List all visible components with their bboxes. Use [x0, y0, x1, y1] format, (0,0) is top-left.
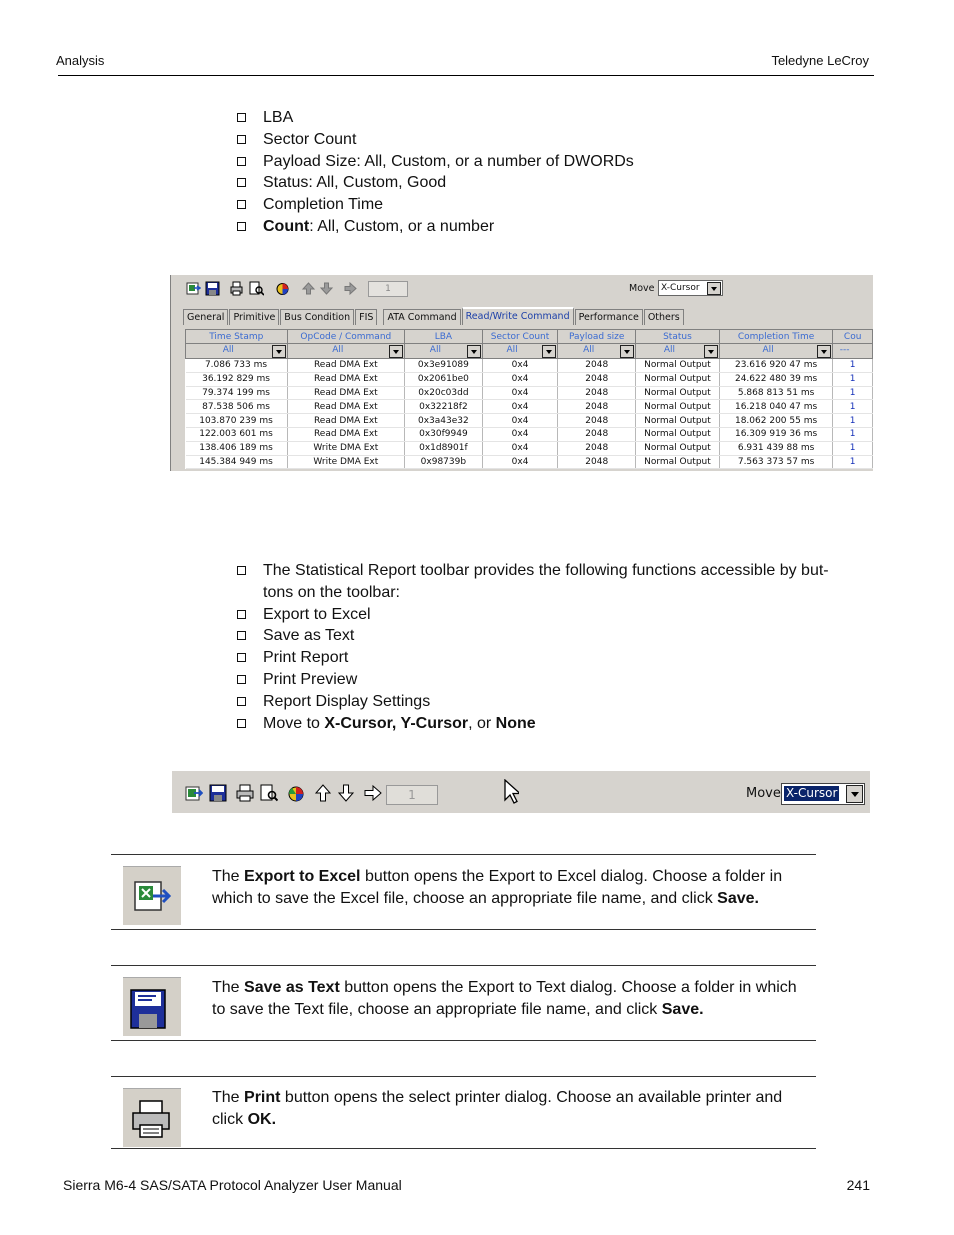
table-cell: 0x3a43e32	[405, 414, 483, 428]
table-cell: 2048	[558, 441, 636, 455]
page-number: 241	[846, 1177, 870, 1193]
toolbar-functions-list	[237, 560, 877, 734]
page-field[interactable]: 1	[368, 281, 408, 297]
table-cell: 2048	[558, 359, 636, 373]
table-cell: 2048	[558, 427, 636, 441]
grid-filter-row	[186, 344, 873, 359]
list-item: Print Report	[237, 647, 877, 669]
list-item: Export to Excel	[237, 604, 877, 626]
filter-value: All	[332, 345, 344, 355]
chevron-down-icon[interactable]	[272, 345, 286, 358]
table-row[interactable]	[186, 372, 873, 386]
table-cell: 0x1d8901f	[405, 441, 483, 455]
table-cell: Read DMA Ext	[287, 427, 405, 441]
table-cell: 2048	[558, 372, 636, 386]
table-row[interactable]	[186, 414, 873, 428]
table-cell: 0x4	[482, 427, 558, 441]
list-item: Payload Size: All, Custom, or a number of DWORDs	[237, 151, 634, 173]
filter-value: All	[663, 345, 676, 355]
table-cell: Normal Output	[636, 441, 720, 455]
table-cell: 0x4	[482, 414, 558, 428]
table-cell: 1	[833, 441, 873, 455]
list-item: Completion Time	[237, 194, 634, 216]
bullet-box-icon	[237, 566, 246, 575]
filter-value: All	[429, 345, 441, 355]
bullet-box-icon	[237, 113, 246, 122]
filter-options-list	[237, 107, 634, 238]
column-header[interactable]: Cou	[833, 330, 873, 344]
tab-others[interactable]: Others	[644, 309, 684, 325]
table-cell: 2048	[558, 386, 636, 400]
table-cell: Normal Output	[636, 455, 720, 469]
print-button-image	[123, 1088, 181, 1147]
table-cell: Normal Output	[636, 400, 720, 414]
mouse-cursor-icon	[503, 779, 519, 805]
column-header[interactable]: Time Stamp	[186, 330, 288, 344]
list-item: Sector Count	[237, 129, 634, 151]
arrow-up-icon[interactable]	[314, 784, 332, 802]
print-icon[interactable]	[229, 281, 244, 296]
table-row[interactable]	[186, 400, 873, 414]
table-cell: 16.218 040 47 ms	[719, 400, 832, 414]
table-cell: 1	[833, 372, 873, 386]
table-cell: Read DMA Ext	[287, 372, 405, 386]
table-cell: 6.931 439 88 ms	[719, 441, 832, 455]
table-cell: 36.192 829 ms	[186, 372, 288, 386]
table-cell: 0x30f9949	[405, 427, 483, 441]
chevron-down-icon[interactable]	[542, 345, 556, 358]
table-cell: Read DMA Ext	[287, 400, 405, 414]
table-cell: 0x4	[482, 441, 558, 455]
tab-bus-condition[interactable]: Bus Condition	[280, 309, 354, 325]
report-grid	[185, 329, 873, 469]
table-row[interactable]	[186, 386, 873, 400]
export-excel-icon	[131, 876, 173, 916]
table-cell: 103.870 239 ms	[186, 414, 288, 428]
column-filter[interactable]	[719, 344, 832, 359]
filter-value: All	[762, 345, 774, 355]
column-header[interactable]: Payload size	[558, 330, 636, 344]
tab-fis[interactable]: FIS	[355, 309, 377, 325]
table-cell: Normal Output	[636, 414, 720, 428]
table-cell: 79.374 199 ms	[186, 386, 288, 400]
table-cell: 7.563 373 57 ms	[719, 455, 832, 469]
chevron-down-icon[interactable]	[389, 345, 403, 358]
filter-value: ---	[839, 345, 850, 355]
table-cell: 1	[833, 455, 873, 469]
statistical-report-screenshot	[170, 275, 873, 471]
column-filter[interactable]	[186, 344, 288, 359]
table-cell: 0x4	[482, 455, 558, 469]
list-item: Print Preview	[237, 669, 877, 691]
column-header[interactable]: Sector Count	[482, 330, 558, 344]
table-cell: 0x98739b	[405, 455, 483, 469]
tab-primitive[interactable]: Primitive	[229, 309, 279, 325]
table-cell: Write DMA Ext	[287, 455, 405, 469]
table-cell: Normal Output	[636, 427, 720, 441]
bullet-box-icon	[237, 653, 246, 662]
table-cell: 5.868 813 51 ms	[719, 386, 832, 400]
table-row[interactable]	[186, 359, 873, 373]
save-text-icon[interactable]	[209, 784, 227, 802]
table-cell: 87.538 506 ms	[186, 400, 288, 414]
chevron-down-icon	[846, 785, 863, 803]
column-filter[interactable]	[405, 344, 483, 359]
table-cell: 1	[833, 359, 873, 373]
bullet-box-icon	[237, 135, 246, 144]
display-settings-icon[interactable]	[287, 784, 305, 802]
bullet-box-icon	[237, 610, 246, 619]
export-excel-icon[interactable]	[186, 281, 201, 296]
tab-performance[interactable]: Performance	[575, 309, 643, 325]
print-description: The Print button opens the select printer dialog. Choose an available printer and click OK.	[212, 1089, 783, 1128]
display-settings-icon[interactable]	[275, 281, 290, 296]
export-excel-description: The Export to Excel button opens the Export to Excel dialog. Choose a folder in which to save the Excel file, choose an appropriate file name, and click Save.	[212, 868, 783, 907]
table-cell: 2048	[558, 455, 636, 469]
table-row[interactable]	[186, 441, 873, 455]
list-item: The Statistical Report toolbar provides the following functions accessible by but- tons on the toolbar:	[237, 560, 877, 604]
header-rule	[58, 75, 874, 76]
arrow-up-icon[interactable]	[301, 281, 316, 296]
move-label: Move	[746, 786, 781, 801]
tab-general[interactable]: General	[183, 309, 228, 325]
list-item: LBA	[237, 107, 634, 129]
chevron-down-icon[interactable]	[817, 345, 831, 358]
arrow-down-icon[interactable]	[319, 281, 334, 296]
filter-value: All	[222, 345, 234, 355]
table-cell: 16.309 919 36 ms	[719, 427, 832, 441]
table-cell: Write DMA Ext	[287, 441, 405, 455]
table-cell: 18.062 200 55 ms	[719, 414, 832, 428]
column-filter[interactable]	[833, 344, 873, 359]
filter-value: All	[583, 345, 595, 355]
arrow-right-icon[interactable]	[343, 281, 358, 296]
grid-header-row	[186, 330, 873, 344]
export-excel-icon[interactable]	[185, 784, 203, 802]
table-row[interactable]	[186, 455, 873, 469]
table-cell: 145.384 949 ms	[186, 455, 288, 469]
table-cell: Read DMA Ext	[287, 359, 405, 373]
bullet-box-icon	[237, 200, 246, 209]
tab-ata-command[interactable]: ATA Command	[383, 309, 460, 325]
table-cell: Normal Output	[636, 372, 720, 386]
move-select[interactable]: X-Cursor	[658, 280, 723, 296]
table-cell: 2048	[558, 400, 636, 414]
table-cell: Read DMA Ext	[287, 414, 405, 428]
bullet-box-icon	[237, 157, 246, 166]
print-preview-icon[interactable]	[260, 784, 278, 802]
save-text-icon[interactable]	[205, 281, 220, 296]
list-item: Count: All, Custom, or a number	[237, 216, 634, 238]
column-filter[interactable]	[287, 344, 405, 359]
chevron-down-icon[interactable]	[704, 345, 718, 358]
table-cell: 122.003 601 ms	[186, 427, 288, 441]
column-header[interactable]: Completion Time	[719, 330, 832, 344]
bullet-box-icon	[237, 675, 246, 684]
export-excel-button-image	[123, 866, 181, 925]
table-rule	[111, 1076, 816, 1077]
header-right: Teledyne LeCroy	[771, 53, 869, 68]
table-cell: 23.616 920 47 ms	[719, 359, 832, 373]
list-item: Save as Text	[237, 625, 877, 647]
bullet-box-icon	[237, 631, 246, 640]
chevron-down-icon[interactable]	[467, 345, 481, 358]
save-text-description: The Save as Text button opens the Export to Text dialog. Choose a folder in which to save the Text file, choose an appropriate file name, and click Save.	[212, 979, 797, 1018]
header-left: Analysis	[56, 53, 105, 68]
column-filter[interactable]	[558, 344, 636, 359]
table-cell: 7.086 733 ms	[186, 359, 288, 373]
table-cell: 1	[833, 400, 873, 414]
table-cell: 138.406 189 ms	[186, 441, 288, 455]
column-header[interactable]: LBA	[405, 330, 483, 344]
table-cell: 0x20c03dd	[405, 386, 483, 400]
table-cell: 1	[833, 427, 873, 441]
bullet-box-icon	[237, 222, 246, 231]
table-cell: 0x32218f2	[405, 400, 483, 414]
column-filter[interactable]	[636, 344, 720, 359]
footer-title: Sierra M6-4 SAS/SATA Protocol Analyzer User Manual	[63, 1177, 402, 1193]
column-filter[interactable]	[482, 344, 558, 359]
table-cell: 1	[833, 386, 873, 400]
column-header[interactable]: OpCode / Command	[287, 330, 405, 344]
table-cell: 0x4	[482, 372, 558, 386]
table-cell: 0x4	[482, 386, 558, 400]
list-item: Status: All, Custom, Good	[237, 172, 634, 194]
table-rule	[111, 854, 816, 855]
page-field[interactable]: 1	[386, 785, 438, 805]
table-cell: Read DMA Ext	[287, 386, 405, 400]
table-rule	[111, 1040, 816, 1041]
table-row[interactable]	[186, 427, 873, 441]
table-cell: Normal Output	[636, 386, 720, 400]
table-cell: 24.622 480 39 ms	[719, 372, 832, 386]
save-text-icon	[129, 988, 169, 1030]
print-icon[interactable]	[236, 784, 254, 802]
report-tabs	[183, 309, 685, 325]
tab-read-write-command[interactable]: Read/Write Command	[462, 307, 574, 325]
table-rule	[111, 929, 816, 930]
arrow-down-icon[interactable]	[337, 784, 355, 802]
table-cell: 0x3e91089	[405, 359, 483, 373]
arrow-right-icon[interactable]	[364, 784, 382, 802]
list-item: Move to X-Cursor, Y-Cursor, or None	[237, 713, 877, 735]
toolbar-screenshot	[172, 771, 870, 813]
chevron-down-icon	[707, 282, 721, 295]
bullet-box-icon	[237, 719, 246, 728]
column-header[interactable]: Status	[636, 330, 720, 344]
table-cell: 0x4	[482, 400, 558, 414]
bullet-box-icon	[237, 178, 246, 187]
table-cell: 0x2061be0	[405, 372, 483, 386]
chevron-down-icon[interactable]	[620, 345, 634, 358]
print-icon	[131, 1099, 173, 1139]
print-preview-icon[interactable]	[249, 281, 264, 296]
save-text-button-image	[123, 977, 181, 1036]
filter-value: All	[506, 345, 518, 355]
table-rule	[111, 1148, 816, 1149]
list-item: Report Display Settings	[237, 691, 877, 713]
move-label: Move	[629, 283, 655, 294]
bullet-box-icon	[237, 697, 246, 706]
table-cell: Normal Output	[636, 359, 720, 373]
move-select[interactable]: X-Cursor	[781, 783, 865, 805]
table-cell: 0x4	[482, 359, 558, 373]
table-cell: 2048	[558, 414, 636, 428]
table-rule	[111, 965, 816, 966]
table-cell: 1	[833, 414, 873, 428]
